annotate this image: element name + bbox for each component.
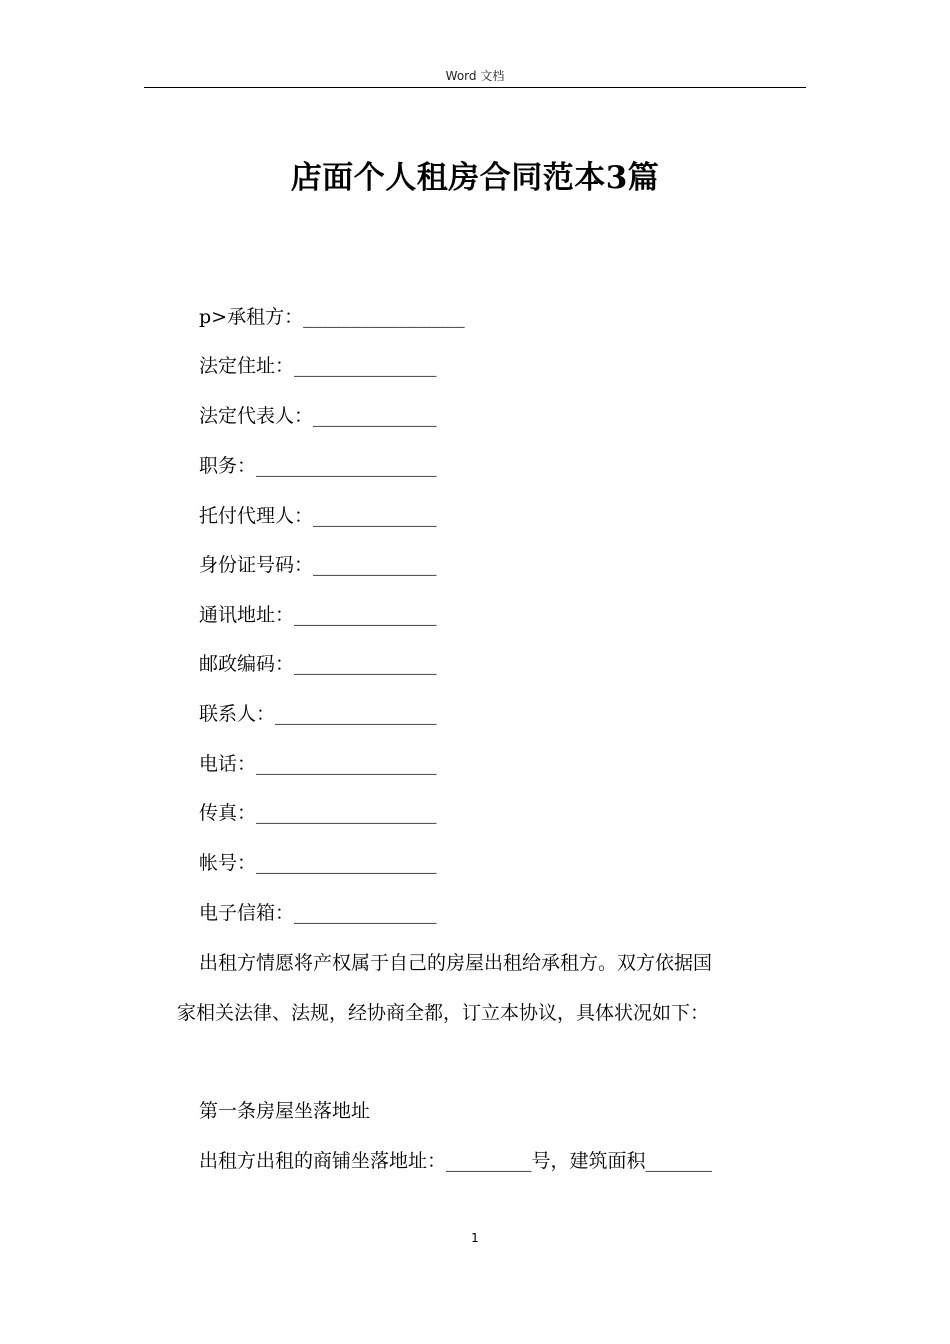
field-postal-code: 邮政编码：_______________ [199,653,437,675]
document-title: 店面个人租房合同范本3篇 [290,160,660,196]
paragraph-line-1: 出租方情愿将产权属于自己的房屋出租给承租方。双方依据国 [199,952,713,974]
field-legal-address: 法定住址：_______________ [199,355,437,377]
field-id-number: 身份证号码：_____________ [199,554,437,576]
article-1-heading: 第一条房屋坐落地址 [199,1100,371,1122]
field-position: 职务：___________________ [199,455,437,477]
page-number: 1 [471,1231,479,1245]
field-mailing-address: 通讯地址：_______________ [199,604,437,626]
page-header: Word 文档 [445,69,505,83]
field-agent: 托付代理人：_____________ [199,505,437,527]
paragraph-line-2: 家相关法律、法规，经协商全都，订立本协议，具体状况如下： [177,1002,710,1024]
article-1-text: 出租方出租的商铺坐落地址：_________号，建筑面积_______ [199,1150,713,1172]
field-lessee: p>承租方：_________________ [199,306,465,328]
field-legal-representative: 法定代表人：_____________ [199,405,437,427]
header-divider [144,87,806,88]
field-account: 帐号：___________________ [199,852,437,874]
field-fax: 传真：___________________ [199,802,437,824]
field-contact-person: 联系人：_________________ [199,703,437,725]
field-email: 电子信箱：_______________ [199,902,437,924]
field-phone: 电话：___________________ [199,753,437,775]
